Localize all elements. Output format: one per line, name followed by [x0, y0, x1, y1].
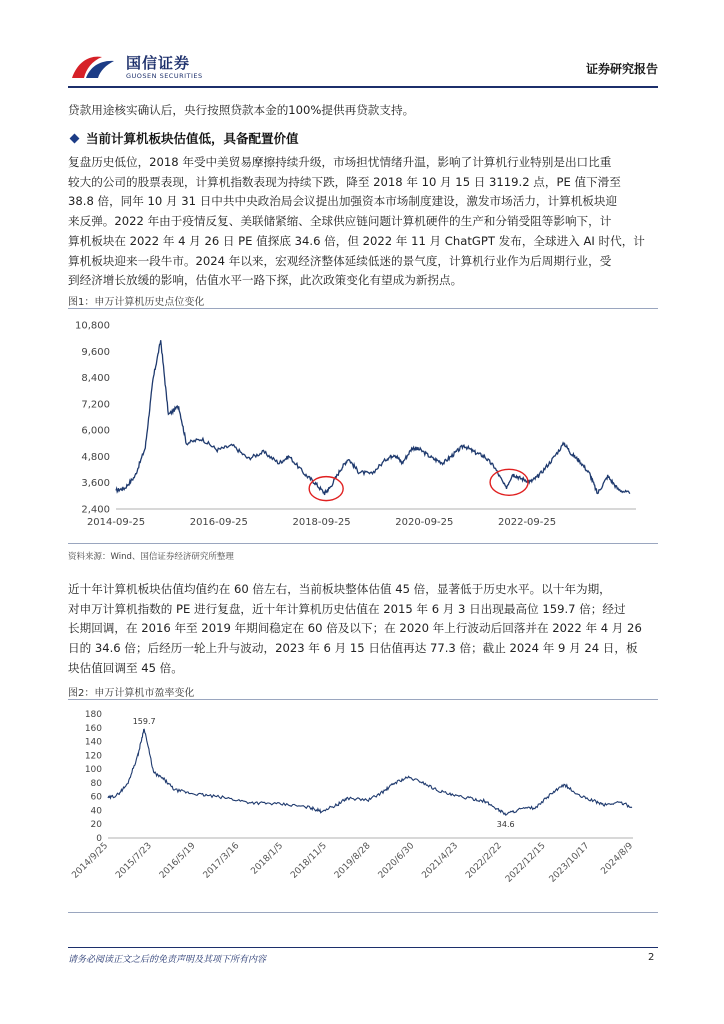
x-tick-label: 2014-09-25: [86, 517, 146, 528]
x-tick-label: 2016/5/19: [157, 841, 198, 881]
y-tick-label: 7,200: [81, 399, 110, 411]
y-tick-label: 2,400: [81, 504, 110, 516]
x-tick-label: 2020/6/30: [376, 841, 417, 881]
intro-line: 贷款用途核实确认后，央行按照贷款本金的100%提供再贷款支持。: [68, 103, 415, 117]
footer-disclaimer: 请务必阅读正文之后的免责声明及其项下所有内容: [68, 955, 267, 965]
x-tick-label: 2022-09-25: [498, 517, 557, 528]
figure-1-chart: [68, 309, 658, 543]
y-tick-label: 120: [84, 751, 102, 762]
report-type: 证券研究报告: [585, 62, 658, 76]
y-tick-label: 60: [90, 792, 102, 803]
section-title-text: 当前计算机板块估值低，具备配置价值: [86, 131, 299, 146]
diamond-bullet-icon: [70, 134, 80, 144]
x-tick-label: 2018/1/5: [249, 841, 286, 877]
x-tick-label: 2018/11/5: [289, 841, 329, 881]
paragraph-line: 块估值回调至 45 倍。: [68, 660, 183, 675]
x-tick-label: 2014/9/25: [70, 841, 111, 881]
y-tick-label: 4,800: [81, 451, 110, 463]
data-label-low: 34.6: [496, 820, 515, 830]
paragraph-line: 38.8 倍，同年 10 月 31 日中共中央政治局会议提出加强资本市场制度建设，激发市场活力，计算机板块迎: [68, 194, 618, 209]
x-tick-label: 2017/3/16: [201, 841, 242, 881]
y-tick-label: 6,000: [81, 425, 110, 437]
footer-divider: [68, 947, 658, 948]
x-tick-label: 2016-09-25: [189, 517, 248, 528]
paragraph-line: 近十年计算机板块估值均值约在 60 倍左右，当前板块整体估值 45 倍，显著低于历史水平。以十年为期，: [68, 582, 611, 596]
section-title: [68, 129, 299, 147]
x-tick-label: 2021/4/23: [420, 841, 461, 881]
paragraph-1: [68, 153, 658, 291]
y-tick-label: 9,600: [81, 346, 110, 358]
paragraph-line: 来反弹。2022 年由于疫情反复、美联储紧缩、全球供应链问题计算机硬件的生产和分销受阻等影响下，计: [68, 214, 612, 229]
paragraph-line: 日的 34.6 倍；后经历一轮上升与波动，2023 年 6 月 15 日估值再达 77.3 倍；截止 2024 年 9 月 24 日，板: [68, 641, 638, 656]
paragraph-line: 对申万计算机指数的 PE 进行复盘，近十年计算机历史估值在 2015 年 6 月 3 日出现最高位 159.7 倍；经过: [68, 601, 626, 616]
y-tick-label: 180: [84, 710, 102, 720]
figure-1-title: 图1：申万计算机历史点位变化: [68, 297, 205, 308]
x-tick-label: 2020-09-25: [395, 517, 454, 528]
data-label-peak: 159.7: [132, 716, 156, 726]
y-tick-label: 10,800: [75, 320, 110, 332]
y-tick-label: 40: [90, 806, 102, 817]
y-tick-label: 140: [84, 737, 102, 748]
x-tick-label: 2022/12/15: [503, 841, 548, 885]
paragraph-line: 算机板块在 2022 年 4 月 26 日 PE 值探底 34.6 倍，但 2022 年 11 月 ChatGPT 发布，全球进入 AI 时代，计: [68, 233, 645, 248]
y-tick-label: 8,400: [81, 373, 110, 385]
page-number: 2: [648, 952, 655, 963]
paragraph-2: [68, 580, 658, 679]
series-line: [116, 340, 630, 495]
y-tick-label: 80: [90, 778, 102, 789]
paragraph-line: 长期回调，在 2016 年至 2019 年期间稳定在 60 倍及以下；在 2020 年上行波动后回落并在 2022 年 4 月 26: [68, 621, 642, 636]
x-tick-label: 2019/8/28: [332, 841, 373, 881]
figure-1-frame: [68, 308, 658, 544]
y-tick-label: 100: [84, 765, 102, 776]
company-name-en: GUOSEN SECURITIES: [126, 72, 203, 80]
figure-2-title: 图2：申万计算机市盈率变化: [68, 688, 195, 699]
paragraph-line: 到经济增长放缓的影响，估值水平一路下探，此次政策变化有望成为新拐点。: [68, 273, 463, 288]
x-tick-label: 2018-09-25: [292, 517, 351, 528]
figure-2-frame: [68, 699, 658, 913]
y-tick-label: 0: [96, 834, 102, 844]
paragraph-line: 较大的公司的股票表现，计算机指数表现为持续下跌，降至 2018 年 10 月 15 日 3119.2 点，PE 值下滑至: [68, 174, 621, 189]
y-tick-label: 3,600: [81, 478, 110, 490]
x-tick-label: 2024/8/9: [599, 841, 636, 877]
annotation-circle-2018: [309, 477, 343, 501]
page-header: [68, 48, 658, 88]
series-line: [108, 729, 632, 815]
guosen-logo-icon: [68, 51, 118, 81]
y-tick-label: 20: [90, 820, 102, 831]
x-tick-label: 2022/2/22: [464, 841, 504, 881]
figure-2-chart: [68, 700, 658, 912]
y-tick-label: 160: [84, 723, 102, 734]
x-tick-label: 2023/10/17: [547, 841, 592, 885]
x-tick-label: 2015/7/23: [114, 841, 154, 881]
header-divider: [68, 86, 658, 88]
figure-1-source: 资料来源：Wind、国信证券经济研究所整理: [68, 552, 234, 562]
paragraph-line: 复盘历史低位，2018 年受中美贸易摩擦持续升级，市场担忧情绪升温，影响了计算机行业特别是出口比重: [68, 155, 612, 169]
intro-paragraph: [68, 101, 658, 121]
paragraph-line: 算机板块迎来一段牛市。2024 年以来，宏观经济整体延续低迷的景气度，计算机行业作为后周期行业，受: [68, 253, 612, 268]
company-name-cn: 国信证券: [126, 54, 191, 72]
